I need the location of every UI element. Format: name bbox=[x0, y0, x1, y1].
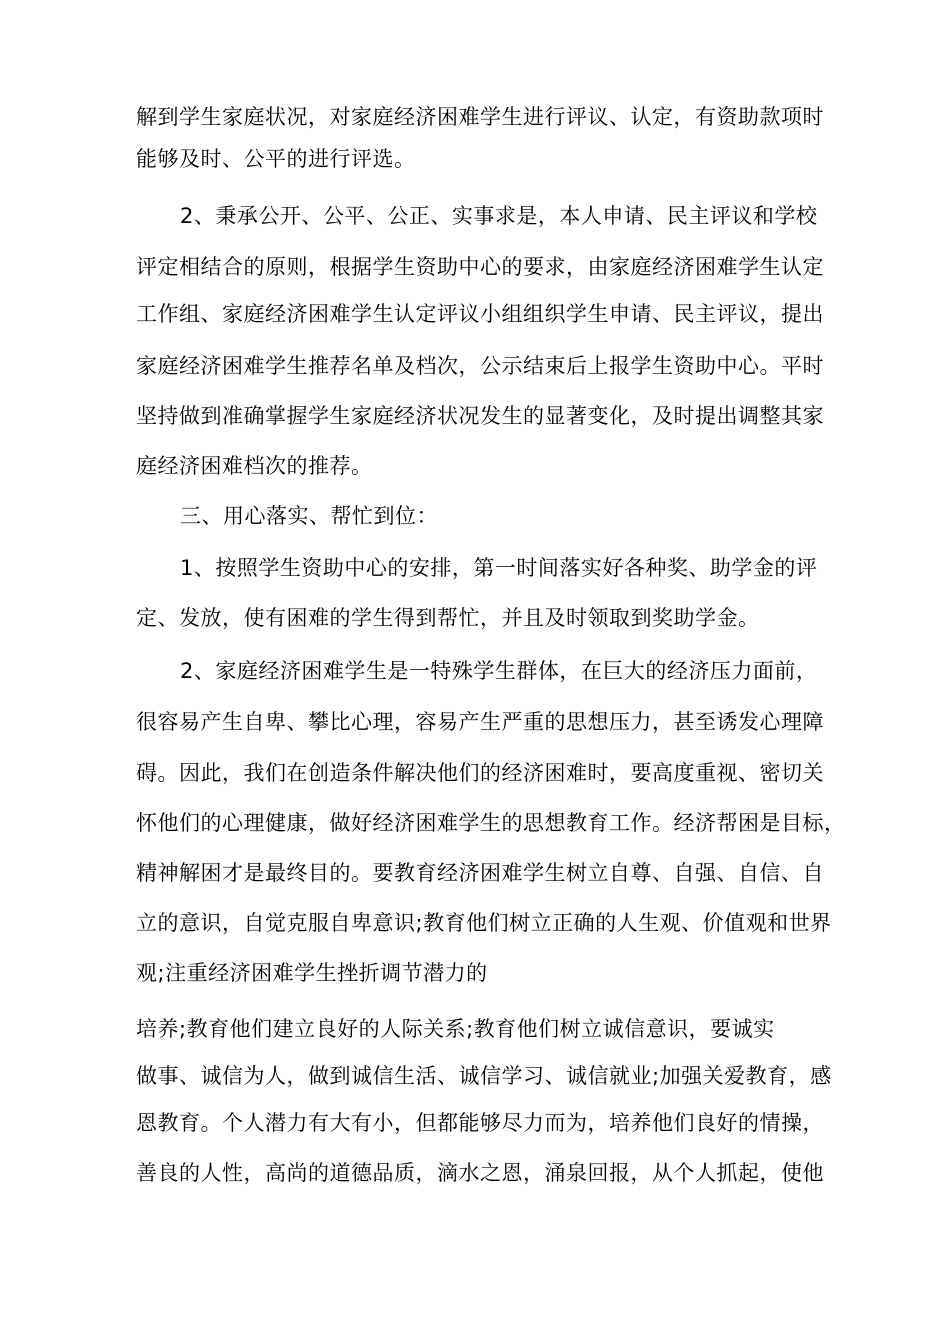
paragraph-2-line-1: 2、秉承公开、公平、公正、实事求是，本人申请、民主评议和学校 bbox=[180, 204, 818, 228]
text-line-17: 立的意识，自觉克服自卑意识;教育他们树立正确的人生观、价值观和世界 bbox=[136, 911, 832, 935]
text-line-11: 定、发放，使有困难的学生得到帮忙，并且及时领取到奖助学金。 bbox=[136, 606, 760, 630]
text-line-18: 观;注重经济困难学生挫折调节潜力的 bbox=[136, 961, 488, 985]
text-line-8: 庭经济困难档次的推荐。 bbox=[136, 454, 373, 478]
text-line-6: 家庭经济困难学生推荐名单及档次，公示结束后上报学生资助中心。平时 bbox=[136, 354, 824, 378]
paragraph-3-2-line-1: 2、家庭经济困难学生是一特殊学生群体，在巨大的经济压力面前， bbox=[180, 659, 818, 683]
text-line-5: 工作组、家庭经济困难学生认定评议小组组织学生申请、民主评议，提出 bbox=[136, 302, 824, 326]
text-line-15: 怀他们的心理健康，做好经济困难学生的思想教育工作。经济帮困是目标， bbox=[136, 811, 846, 835]
text-line-2: 能够及时、公平的进行评选。 bbox=[136, 147, 416, 171]
section-heading-3: 三、用心落实、帮忙到位： bbox=[180, 504, 438, 528]
text-line-16: 精神解困才是最终目的。要教育经济困难学生树立自尊、自强、自信、自 bbox=[136, 861, 824, 885]
text-line-21: 恩教育。个人潜力有大有小，但都能够尽力而为，培养他们良好的情操， bbox=[136, 1111, 824, 1135]
text-line-1: 解到学生家庭状况，对家庭经济困难学生进行评议、认定，有资助款项时 bbox=[136, 105, 824, 129]
text-line-4: 评定相结合的原则，根据学生资助中心的要求，由家庭经济困难学生认定 bbox=[136, 255, 824, 279]
text-line-14: 碍。因此，我们在创造条件解决他们的经济困难时，要高度重视、密切关 bbox=[136, 761, 824, 785]
text-line-20: 做事、诚信为人，做到诚信生活、诚信学习、诚信就业;加强关爱教育，感 bbox=[136, 1064, 832, 1088]
text-line-19: 培养;教育他们建立良好的人际关系;教育他们树立诚信意识，要诚实 bbox=[136, 1017, 775, 1041]
text-line-7: 坚持做到准确掌握学生家庭经济状况发生的显著变化，及时提出调整其家 bbox=[136, 404, 824, 428]
text-line-22: 善良的人性，高尚的道德品质，滴水之恩，涌泉回报，从个人抓起，使他 bbox=[136, 1161, 824, 1185]
paragraph-3-1-line-1: 1、按照学生资助中心的安排，第一时间落实好各种奖、助学金的评 bbox=[180, 556, 818, 580]
text-line-13: 很容易产生自卑、攀比心理，容易产生严重的思想压力，甚至诱发心理障 bbox=[136, 710, 824, 734]
